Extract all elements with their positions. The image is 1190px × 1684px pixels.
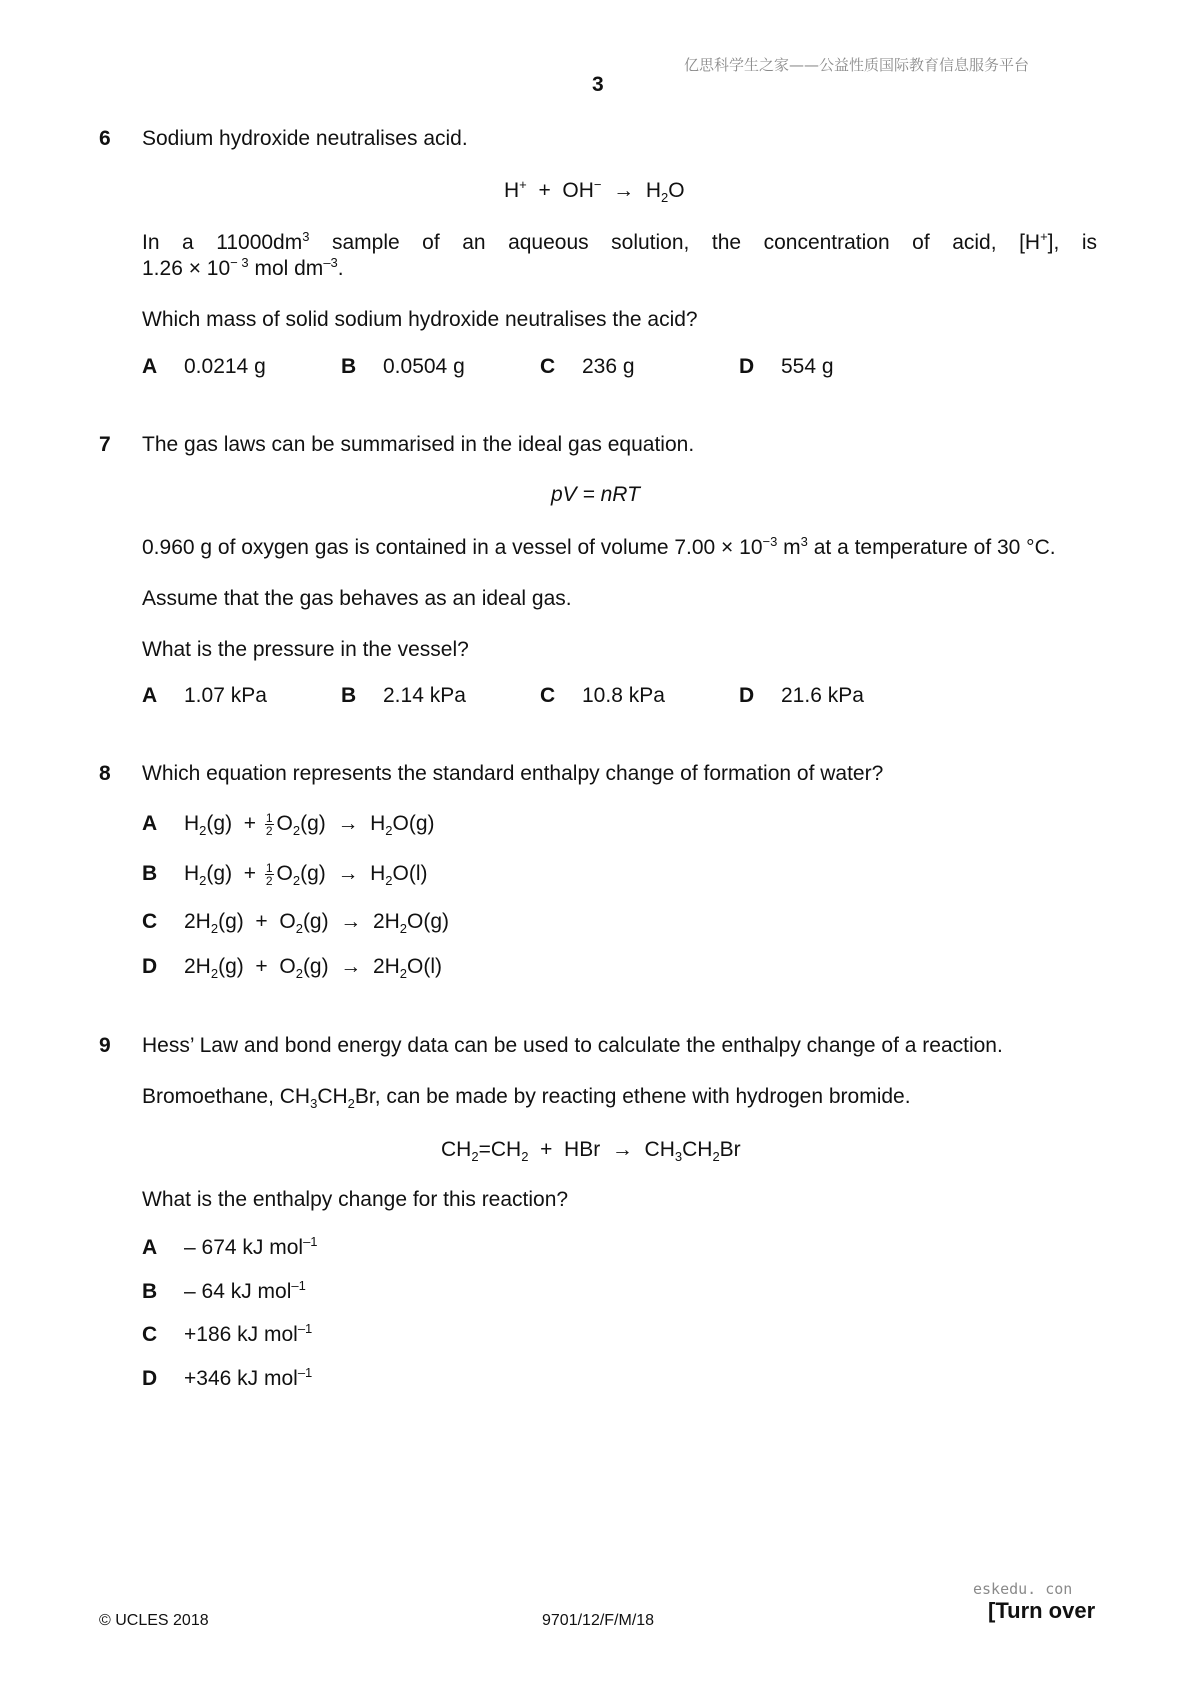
question-number-7: 7 — [99, 433, 111, 456]
q9-equation: $CH_2=CH_2$ + HBr → $CH_3CH_2Br$ — [441, 1138, 741, 1165]
q6-info-line1: In a $11000dm^3$ sample of an aqueous solution, the concentration of acid, [H+], is — [142, 229, 1098, 254]
q9-option-c[interactable]: C +186 kJ mol$^{-1}$ — [142, 1321, 313, 1346]
page-number: 3 — [592, 73, 604, 96]
q8-option-d[interactable]: D $2H_2(g) + O_2(g) \to 2H_2O(l)$ — [142, 955, 443, 982]
q7-option-a[interactable]: A 1.07 kPa — [142, 684, 267, 707]
footer-paper-code: 9701/12/F/M/18 — [542, 1612, 655, 1629]
q9-bromoethane-text: Bromoethane, $CH_3CH_2Br$, can be made by reacting ethene with hydrogen bromide. — [142, 1085, 911, 1112]
q8-option-c[interactable]: C $2H_2(g) + O_2(g) \to 2H_2O(g)$ — [142, 910, 450, 937]
q6-option-d[interactable]: D 554 g — [739, 355, 834, 378]
q7-info: 0.960 g of oxygen gas is contained in a vessel of volume $7.00 \times 10^{-3}$ $m^3$ at a temperature of 30 °C. — [142, 534, 1056, 559]
q9-stem: Hess’ Law and bond energy data can be used to calculate the enthalpy change of a reaction. — [142, 1034, 1003, 1057]
q7-assume: Assume that the gas behaves as an ideal gas. — [142, 587, 572, 610]
q9-question: What is the enthalpy change for this reaction? — [142, 1188, 569, 1211]
q9-option-d[interactable]: D +346 kJ mol$^{-1}$ — [142, 1365, 313, 1390]
q7-option-c[interactable]: C 10.8 kPa — [540, 684, 665, 707]
q6-info-line2: $1.26 \times 10^{- 3}$ mol $dm^{-3}$. — [142, 255, 344, 280]
q7-option-d[interactable]: D 21.6 kPa — [739, 684, 864, 707]
q8-option-b[interactable]: B $H_2(g)$ + $\frac{1}{2}$ $O_2(g) \to H_2O(l)$ — [142, 860, 428, 889]
one-half-fraction: $\frac{1}{2}$ — [265, 860, 273, 888]
q7-stem: The gas laws can be summarised in the ideal gas equation. — [142, 433, 695, 456]
q6-option-c[interactable]: C 236 g — [540, 355, 635, 378]
q7-equation: pV = nRT — [551, 483, 640, 506]
one-half-fraction: $\frac{1}{2}$ — [265, 810, 273, 838]
question-number-6: 6 — [99, 127, 111, 150]
q6-option-b[interactable]: B 0.0504 g — [341, 355, 465, 378]
q9-option-b[interactable]: B – 64 kJ mol$^{-1}$ — [142, 1278, 306, 1303]
q7-option-b[interactable]: B 2.14 kPa — [341, 684, 466, 707]
q7-question: What is the pressure in the vessel? — [142, 638, 469, 661]
q6-option-a[interactable]: A 0.0214 g — [142, 355, 266, 378]
q8-stem: Which equation represents the standard enthalpy change of formation of water? — [142, 762, 884, 785]
q9-option-a[interactable]: A – 674 kJ mol$^{-1}$ — [142, 1234, 318, 1259]
footer-watermark: eskedu. con — [973, 1580, 1073, 1598]
question-number-9: 9 — [99, 1034, 111, 1057]
q6-stem: Sodium hydroxide neutralises acid. — [142, 127, 468, 150]
q6-question: Which mass of solid sodium hydroxide neutralises the acid? — [142, 308, 698, 331]
footer-copyright: © UCLES 2018 — [99, 1612, 209, 1629]
turn-over-label: [Turn over — [988, 1598, 1096, 1623]
question-number-8: 8 — [99, 762, 111, 785]
q6-equation: $H^+ + OH^- \to H_2O$ — [504, 177, 685, 206]
header-watermark: 亿思科学生之家——公益性质国际教育信息服务平台 — [684, 56, 1030, 74]
q8-option-a[interactable]: A $H_2(g)$ + $\frac{1}{2}$ $O_2(g) \to H_2O(g)$ — [142, 810, 435, 839]
